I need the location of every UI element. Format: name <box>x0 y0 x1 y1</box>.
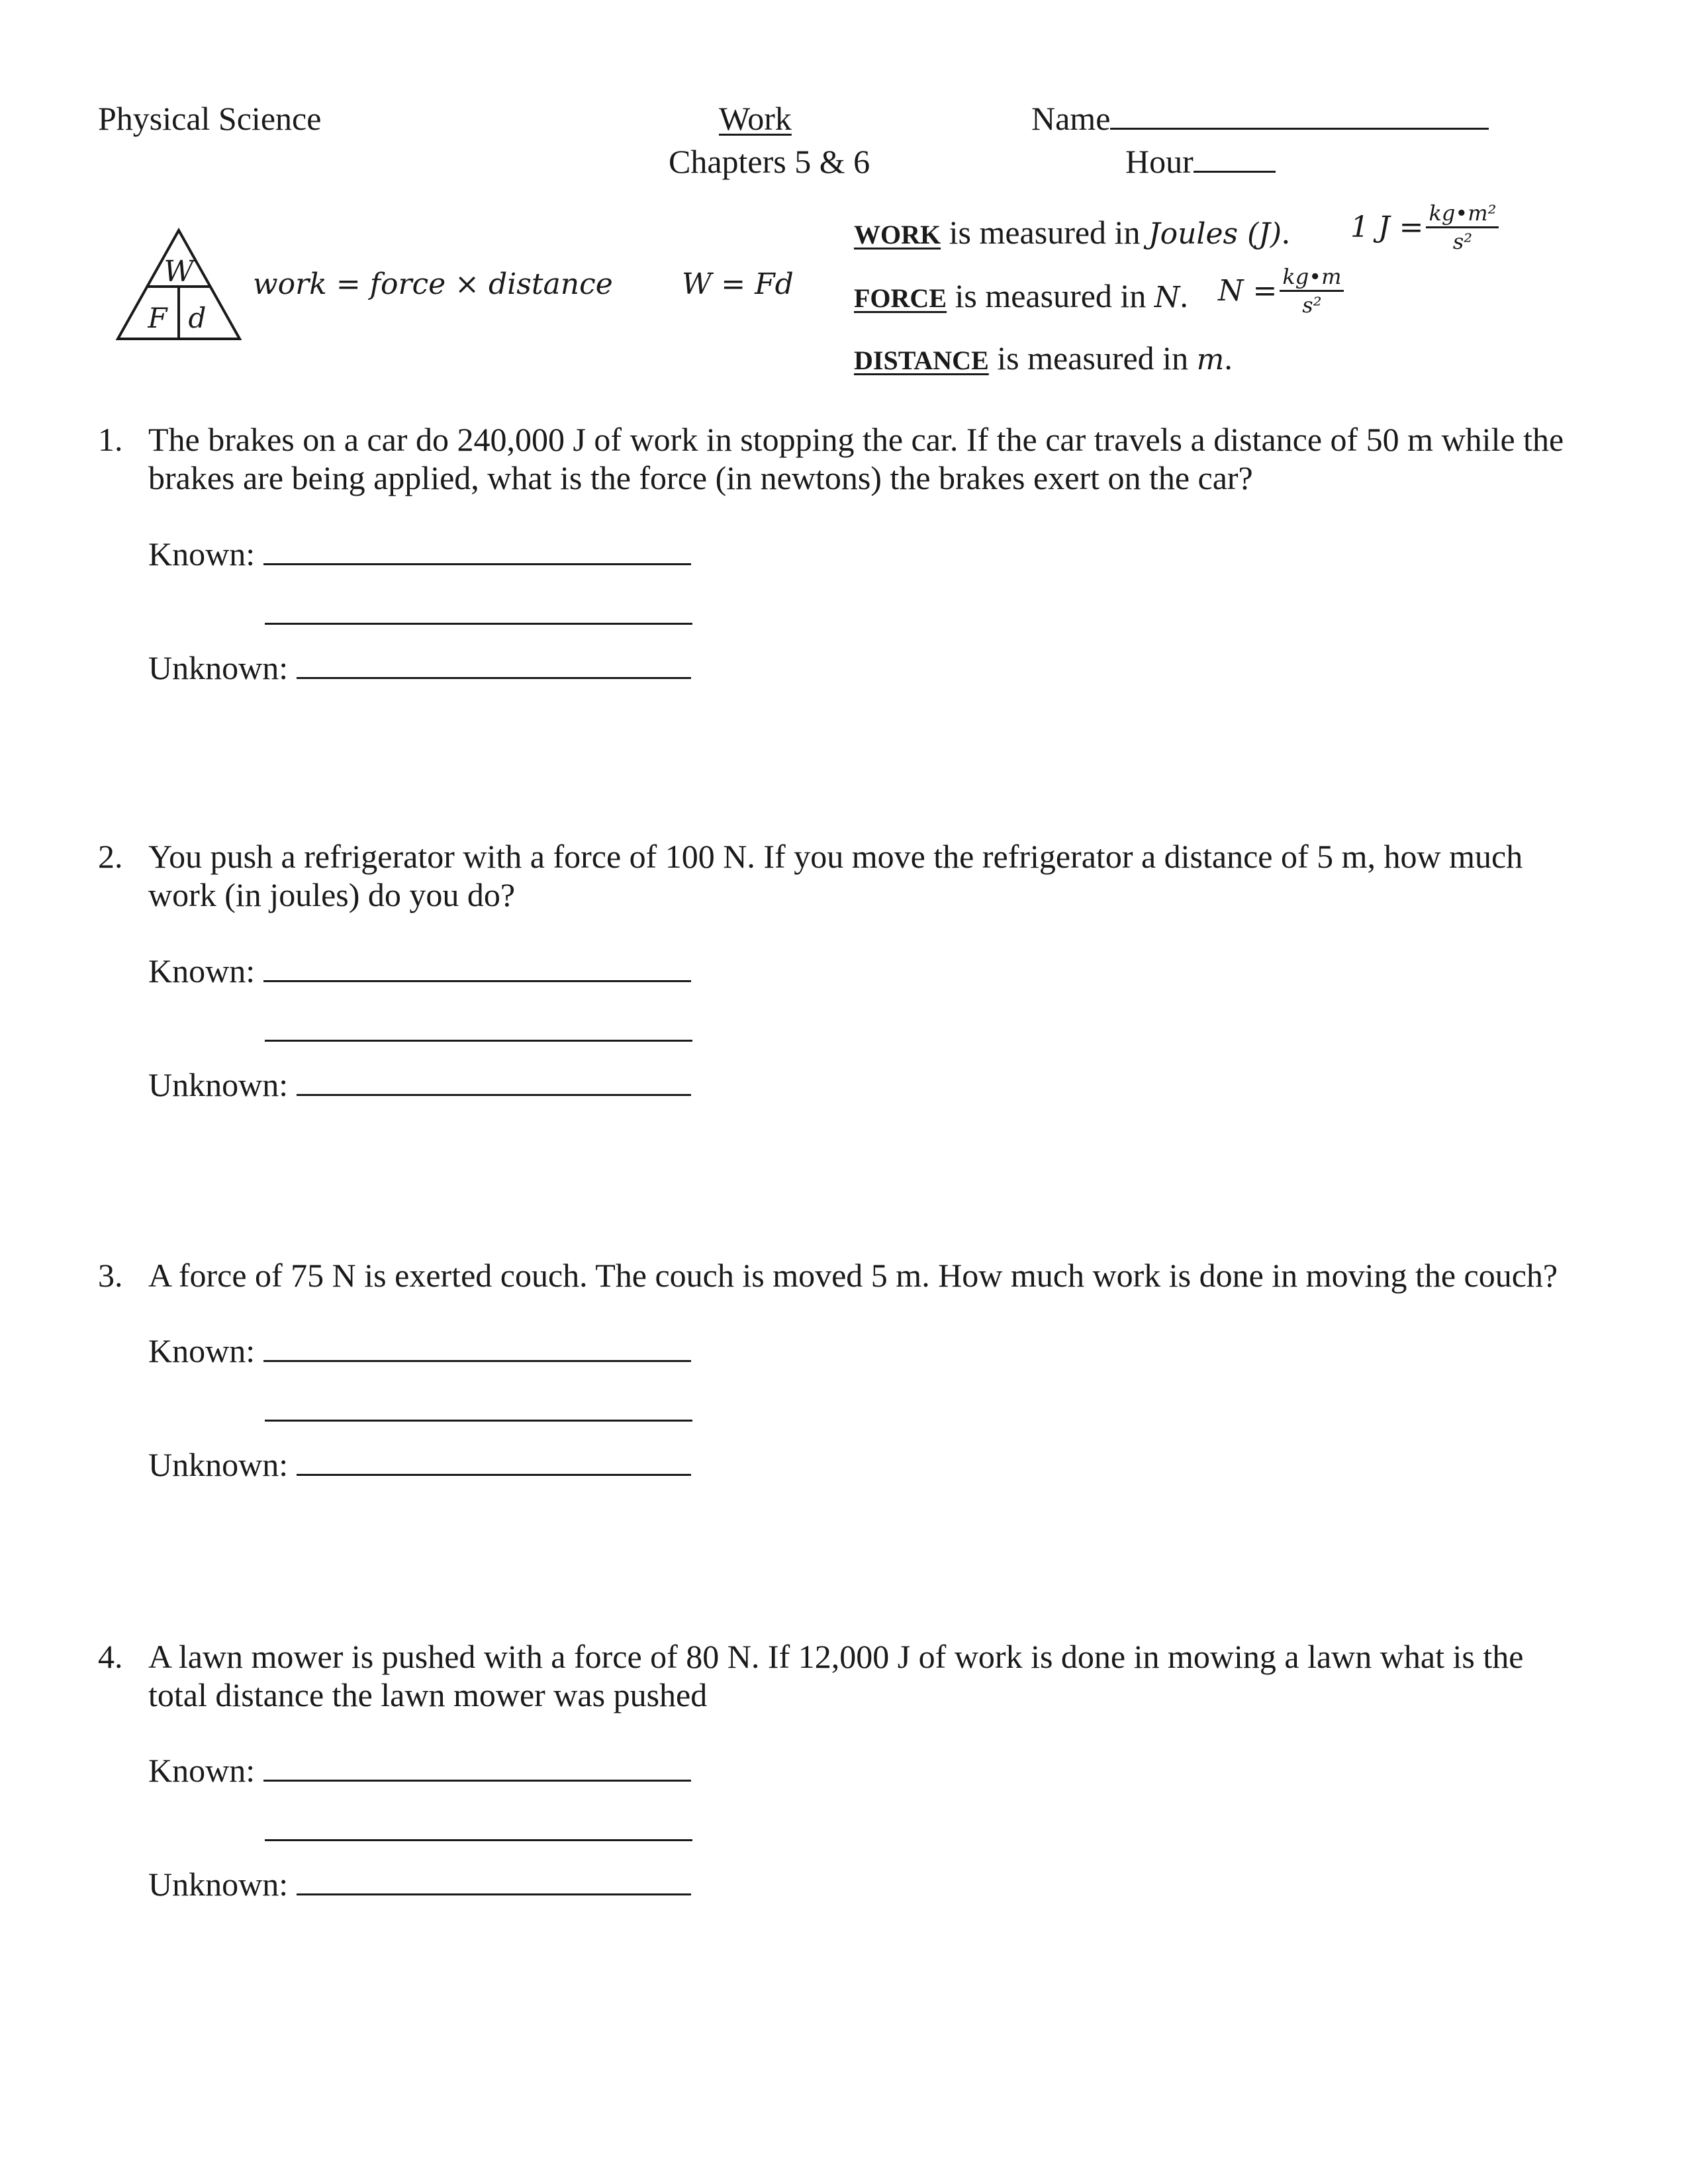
known-label: Known: <box>148 1332 256 1369</box>
force-unit-end: . <box>1180 277 1188 314</box>
worksheet-subtitle: Chapters 5 & 6 <box>669 143 870 180</box>
name-field[interactable] <box>1031 99 1489 138</box>
question-3-number: 3. <box>98 1257 123 1294</box>
known-blank-2[interactable] <box>265 1839 692 1841</box>
unknown-blank[interactable] <box>297 1446 691 1476</box>
work-term: WORK <box>854 220 941 250</box>
known-blank-1[interactable] <box>263 1332 691 1362</box>
question-4-known[interactable] <box>148 1751 691 1790</box>
triangle-force-symbol: F <box>148 302 167 334</box>
known-label: Known: <box>148 535 256 572</box>
hour-blank[interactable] <box>1194 143 1276 173</box>
unknown-blank[interactable] <box>297 1066 691 1096</box>
symbol-formula: W = Fd <box>682 267 794 301</box>
known-blank-2[interactable] <box>265 1420 692 1422</box>
question-2-number: 2. <box>98 838 123 875</box>
question-3-line-1: A force of 75 N is exerted couch. The couch is moved 5 m. How much work is done in moving the couch? <box>148 1257 1558 1294</box>
distance-unit: m <box>1196 343 1225 377</box>
newton-fraction <box>1280 263 1344 318</box>
newton-lhs: N = <box>1218 274 1278 308</box>
known-blank-2[interactable] <box>265 1040 692 1042</box>
question-4-number: 4. <box>98 1638 123 1675</box>
force-unit-text: is measured in <box>947 277 1154 314</box>
hour-field[interactable] <box>1125 142 1276 181</box>
course-name: Physical Science <box>98 100 322 137</box>
joule-fraction <box>1426 200 1499 255</box>
question-2-unknown[interactable] <box>148 1066 691 1104</box>
name-blank[interactable] <box>1110 100 1489 130</box>
distance-unit-text: is measured in <box>988 340 1197 377</box>
question-3-known[interactable] <box>148 1332 691 1370</box>
joule-denominator: s² <box>1452 229 1473 254</box>
unknown-blank[interactable] <box>297 649 691 679</box>
unknown-label: Unknown: <box>148 1866 289 1903</box>
known-blank-1[interactable] <box>263 1752 691 1782</box>
unknown-blank[interactable] <box>297 1866 691 1895</box>
question-4-line-2: total distance the lawn mower was pushed <box>148 1676 708 1713</box>
question-1-number: 1. <box>98 421 123 458</box>
known-blank-1[interactable] <box>263 952 691 982</box>
triangle-distance-symbol: d <box>188 302 207 334</box>
joule-lhs: 1 J = <box>1350 210 1424 244</box>
known-blank-2[interactable] <box>265 623 692 625</box>
name-label: Name <box>1031 100 1111 137</box>
hour-label: Hour <box>1125 143 1194 180</box>
newton-denominator: s² <box>1302 293 1322 318</box>
triangle-work-symbol: W <box>164 255 194 289</box>
question-4-unknown[interactable] <box>148 1865 691 1903</box>
known-blank-1[interactable] <box>263 535 691 565</box>
question-1-line-2: brakes are being applied, what is the force (in newtons) the brakes exert on the car? <box>148 459 1253 496</box>
formula-triangle <box>113 225 245 344</box>
joule-definition <box>1350 200 1499 255</box>
question-2-line-1: You push a refrigerator with a force of 100 N. If you move the refrigerator a distance of 5 m, how much <box>148 838 1523 875</box>
question-2-known[interactable] <box>148 952 691 990</box>
question-1-line-1: The brakes on a car do 240,000 J of work in stopping the car. If the car travels a distance of 50 m while the <box>148 421 1564 458</box>
work-unit-text: is measured in <box>941 214 1149 251</box>
question-4-line-1: A lawn mower is pushed with a force of 80 N. If 12,000 J of work is done in mowing a lawn what is the <box>148 1638 1524 1675</box>
question-3-unknown[interactable] <box>148 1445 691 1484</box>
question-1-known[interactable] <box>148 535 691 573</box>
newton-numerator: kg•m <box>1280 263 1344 292</box>
unknown-label: Unknown: <box>148 1446 289 1483</box>
question-2-line-2: work (in joules) do you do? <box>148 876 516 913</box>
force-unit-line <box>854 277 1188 318</box>
known-label: Known: <box>148 952 256 989</box>
force-unit: N <box>1154 281 1180 314</box>
joule-numerator: kg•m² <box>1426 200 1499 228</box>
work-unit-line <box>854 213 1290 254</box>
question-1-unknown[interactable] <box>148 649 691 687</box>
unknown-label: Unknown: <box>148 649 289 686</box>
distance-unit-end: . <box>1224 340 1233 377</box>
word-formula: work = force × distance <box>253 267 613 301</box>
distance-unit-line <box>854 339 1233 380</box>
unknown-label: Unknown: <box>148 1066 289 1103</box>
work-unit: Joules (J) <box>1148 217 1282 251</box>
distance-term: DISTANCE <box>854 345 989 375</box>
known-label: Known: <box>148 1752 256 1789</box>
work-unit-end: . <box>1282 214 1290 251</box>
force-term: FORCE <box>854 283 947 313</box>
newton-definition <box>1218 263 1344 318</box>
worksheet-title: Work <box>719 100 792 137</box>
